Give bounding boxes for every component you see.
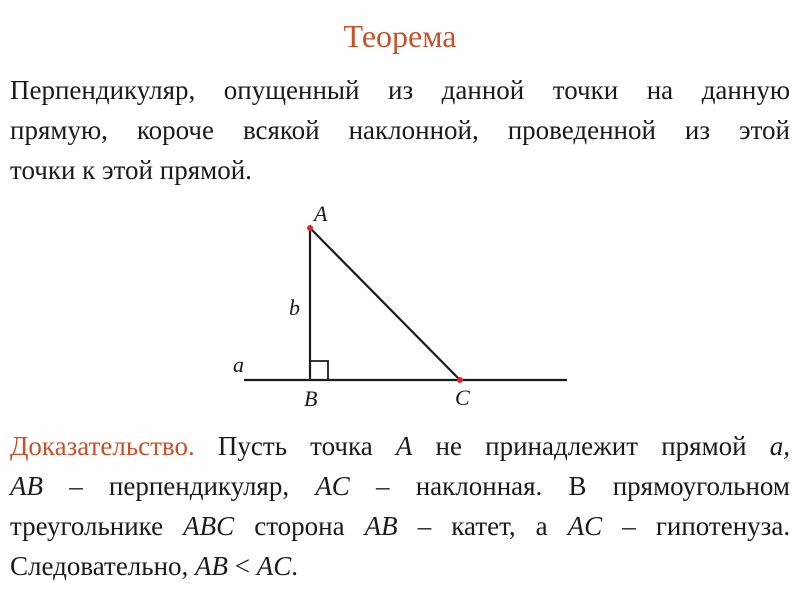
proof-ac: AC: [315, 471, 350, 501]
label-b-side: b: [289, 295, 300, 320]
statement-line-1: Перпендикуляр, опущенный из данной точки на данную: [10, 75, 790, 105]
proof-abc: ABC: [183, 511, 235, 541]
label-a-line: a: [233, 352, 244, 377]
proof-line-1: [10, 426, 790, 466]
proof-text: сторона: [254, 511, 345, 541]
proof-line-4: [10, 546, 790, 586]
proof-line-2: [10, 466, 790, 506]
proof-ab: AB: [10, 471, 43, 501]
proof-lt: <: [234, 551, 251, 581]
proof-ab: AB: [364, 511, 398, 541]
proof-line-a: a,: [769, 431, 791, 461]
proof-text: – перпендикуляр,: [69, 471, 290, 501]
segment-ac: [310, 228, 460, 380]
proof-ac: AC: [256, 551, 292, 581]
point-a: [307, 225, 313, 231]
proof-text: Пусть точка: [217, 431, 373, 461]
proof-point-a: A: [395, 431, 413, 461]
proof-period: .: [291, 551, 299, 581]
right-angle-marker: [310, 361, 328, 380]
statement-line-3: точки к этой прямой.: [10, 155, 252, 185]
proof-text: не принадлежит прямой: [435, 431, 747, 461]
point-c: [457, 377, 463, 383]
proof-text: Следовательно,: [10, 551, 189, 581]
proof-ab: AB: [195, 551, 229, 581]
statement-line-2: прямую, короче всякой наклонной, проведенной из этой: [10, 115, 790, 145]
label-b-point: B: [304, 386, 318, 411]
proof-text: – наклонная. В прямоугольном: [376, 471, 790, 501]
proof-text: треугольнике: [10, 511, 164, 541]
proof-text: – катет, а: [417, 511, 548, 541]
proof-text: – гипотенуза.: [622, 511, 791, 541]
proof-label: Доказательство.: [10, 431, 195, 461]
proof-ac: AC: [567, 511, 603, 541]
label-a-point: A: [314, 201, 328, 226]
proof-line-3: [10, 506, 790, 546]
label-c-point: C: [455, 385, 470, 410]
slide-title: Теорема: [343, 18, 457, 54]
proof-block: [10, 426, 790, 586]
